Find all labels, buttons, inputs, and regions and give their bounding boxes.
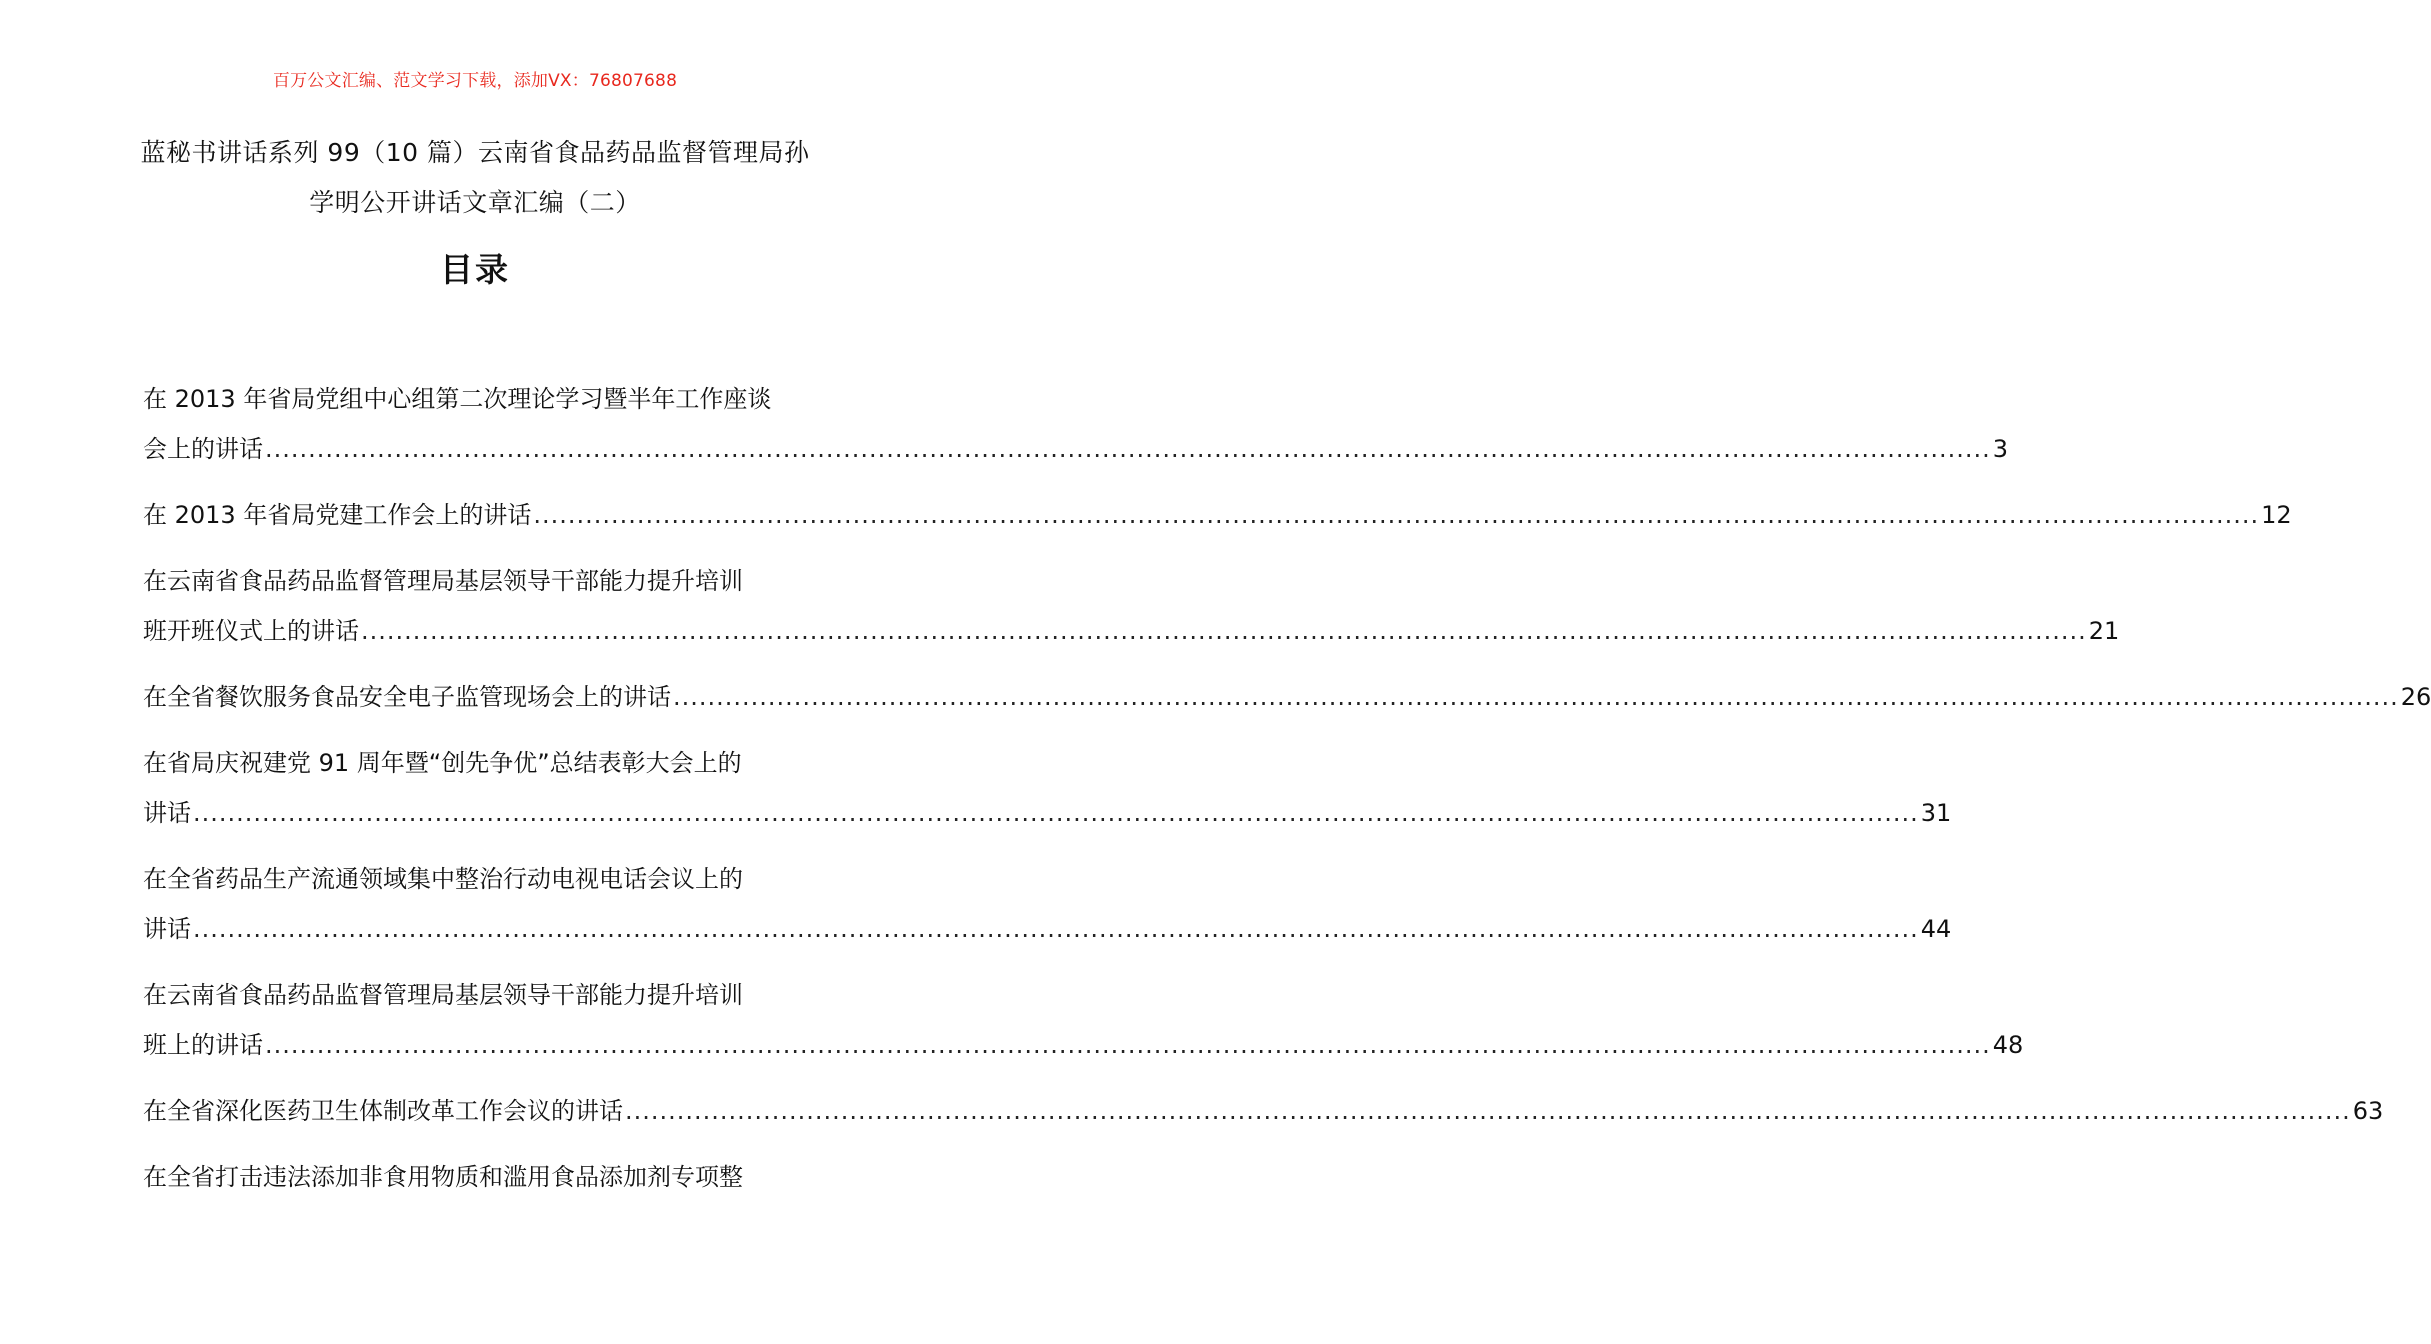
promo-banner: 百万公文汇编、范文学习下载，添加VX：76807688 [272,71,678,91]
toc-entry-title-text: 在全省餐饮服务食品安全电子监管现场会上的讲话 [143,683,671,711]
toc-entry[interactable] [143,738,1952,838]
title-line-2: 学明公开讲话文章汇编（二） [309,188,641,217]
document-title [140,128,810,228]
toc-entry-title-text: 班开班仪式上的讲话 [143,617,359,645]
toc-leader-dots: ........................................................................................................................................................................................................ [265,435,1991,463]
toc-entry-title-text: 班上的讲话 [143,1031,263,1059]
toc-page-number: 26 [2400,683,2431,711]
toc-entry-title-line: 在全省药品生产流通领域集中整治行动电视电话会议上的 [143,865,743,893]
toc-entry-title-text: 在 2013 年省局党建工作会上的讲话 [143,501,532,529]
toc-entry[interactable] [143,970,2024,1070]
toc-leader-dots: ........................................................................................................................................................................................................ [193,799,1919,827]
toc-leader-dots: ........................................................................................................................................................................................................ [673,683,2399,711]
toc-entry-last-line [143,788,1952,838]
toc-leader-dots: ........................................................................................................................................................................................................ [533,501,2260,529]
toc-entry-title-text: 讲话 [143,799,191,827]
toc-entry-last-line [143,606,2120,656]
table-of-contents [143,374,2431,1218]
toc-entry[interactable] [143,672,2431,722]
toc-entry-title-line: 在 2013 年省局党组中心组第二次理论学习暨半年工作座谈 [143,385,772,413]
toc-entry-title-line: 在全省打击违法添加非食用物质和滥用食品添加剂专项整 [143,1163,743,1191]
toc-leader-dots: ........................................................................................................................................................................................................ [193,915,1919,943]
toc-entry[interactable] [143,1152,806,1202]
toc-entry-title-line: 在省局庆祝建党 91 周年暨“创先争优”总结表彰大会上的 [143,749,742,777]
toc-entry[interactable] [143,374,2009,474]
toc-leader-dots: ........................................................................................................................................................................................................ [625,1097,2351,1125]
toc-entry-last-line [143,490,2292,540]
toc-leader-dots: ........................................................................................................................................................................................................ [265,1031,1991,1059]
toc-page-number: 63 [2352,1097,2384,1125]
toc-entry-last-line [143,1020,2024,1070]
toc-entry-last-line [143,672,2431,722]
toc-page-number: 3 [1992,435,2009,463]
title-line-1: 蓝秘书讲话系列 99（10 篇）云南省食品药品监督管理局孙 [140,138,810,167]
toc-page-number: 48 [1992,1031,2024,1059]
toc-entry-title-line: 在云南省食品药品监督管理局基层领导干部能力提升培训 [143,981,743,1009]
toc-page-number: 21 [2088,617,2120,645]
toc-page-number: 44 [1920,915,1952,943]
toc-entry-title-text: 讲话 [143,915,191,943]
toc-entry-title-text: 在全省深化医药卫生体制改革工作会议的讲话 [143,1097,623,1125]
toc-heading: 目录 [440,250,510,289]
toc-entry-title-line: 在云南省食品药品监督管理局基层领导干部能力提升培训 [143,567,743,595]
toc-entry[interactable] [143,556,2120,656]
toc-entry-title-text: 会上的讲话 [143,435,263,463]
toc-page-number: 12 [2261,501,2292,529]
toc-entry-last-line [143,1086,2384,1136]
toc-entry-last-line [143,904,1952,954]
toc-leader-dots: ........................................................................................................................................................................................................ [361,617,2087,645]
toc-entry-last-line [143,424,2009,474]
toc-entry[interactable] [143,490,2292,540]
toc-entry[interactable] [143,1086,2384,1136]
toc-page-number: 31 [1920,799,1952,827]
toc-entry[interactable] [143,854,1952,954]
